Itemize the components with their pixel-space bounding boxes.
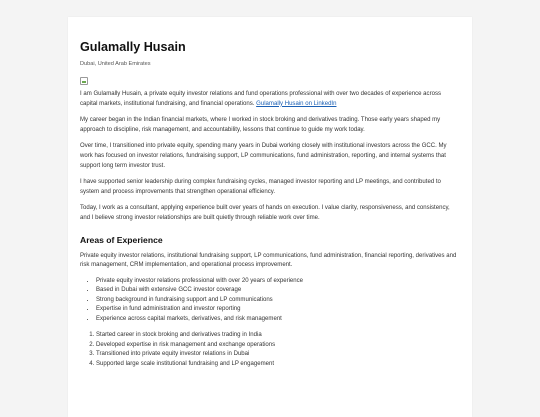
list-item: • Experience across capital markets, derivatives, and risk management bbox=[96, 315, 460, 325]
list-item: • Expertise in fund administration and investor reporting bbox=[96, 305, 460, 315]
list-item: 3. Transitioned into private equity investor relations in Dubai bbox=[96, 350, 460, 360]
list-item: • Strong background in fundraising support and LP communications bbox=[96, 296, 460, 306]
experience-heading: Areas of Experience bbox=[80, 234, 163, 245]
experience-bullet-list bbox=[80, 277, 460, 325]
leadership-paragraph: I have supported senior leadership during complex fundraising cycles, managed investor reporting and LP meetings, and contributed to system and process improvements that strengthen operational efficiency. bbox=[80, 179, 441, 195]
experience-summary: Private equity investor relations, institutional fundraising support, LP communications, fund administration, financial reporting, derivatives and risk management, CRM implementation, and operational process improvement. bbox=[80, 252, 457, 269]
transition-paragraph: Over time, I transitioned into private equity, spending many years in Dubai working closely with institutional investors across the GCC. My work has focused on investor relations, fundraising support, LP communications, fund administration, reporting, and internal systems that support long term investor trust. bbox=[80, 143, 447, 169]
intro-text: I am Gulamally Husain, a private equity investor relations and fund operations professional with over two decades of experience across capital markets, institutional fundraising, and financial operations. bbox=[80, 91, 441, 107]
consultant-paragraph: Today, I work as a consultant, applying experience built over years of hands on execution. I value clarity, responsiveness, and consistency, and I believe strong investor relationships are built quietly through reliable work over time. bbox=[80, 205, 450, 221]
intro-paragraph bbox=[80, 90, 460, 109]
broken-image-icon bbox=[80, 77, 88, 85]
list-item: 4. Supported large scale institutional fundraising and LP engagement bbox=[96, 360, 460, 370]
list-item: 1. Started career in stock broking and derivatives trading in India bbox=[96, 331, 460, 341]
list-item: • Private equity investor relations professional with over 20 years of experience bbox=[96, 277, 460, 287]
list-item: 2. Developed expertise in risk management and exchange operations bbox=[96, 341, 460, 351]
location-text: Dubai, United Arab Emirates bbox=[80, 61, 151, 67]
page-title: Gulamally Husain bbox=[80, 40, 186, 54]
list-item: • Based in Dubai with extensive GCC investor coverage bbox=[96, 286, 460, 296]
career-timeline-list bbox=[80, 331, 460, 369]
career-paragraph: My career began in the Indian financial markets, where I worked in stock broking and derivatives trading. Those early years shaped my approach to discipline, risk management, and accountability, lessons that continue to guide my work today. bbox=[80, 117, 441, 133]
profile-card bbox=[68, 17, 472, 417]
linkedin-link[interactable]: Gulamally Husain on LinkedIn bbox=[256, 100, 337, 107]
